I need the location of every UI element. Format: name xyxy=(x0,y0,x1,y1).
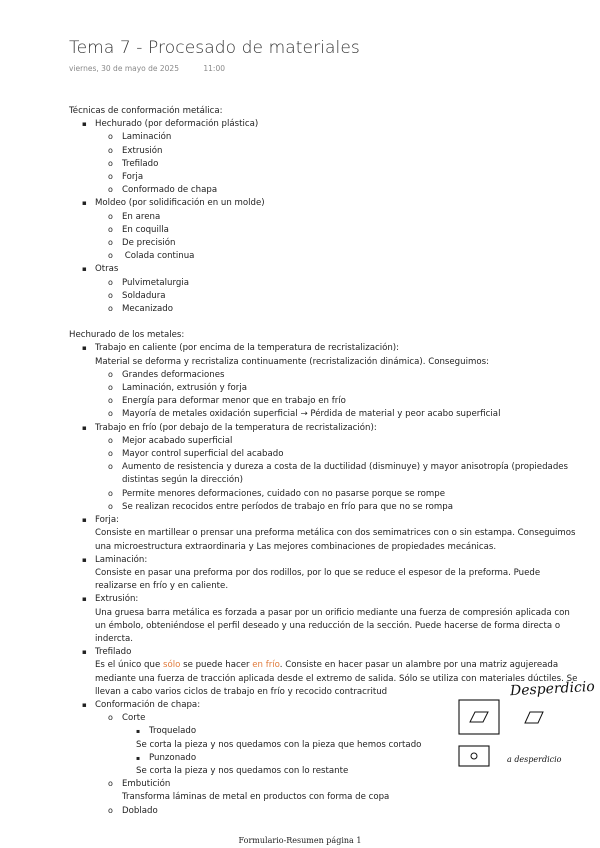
list-item: o Forja xyxy=(95,171,579,184)
sketch-piece xyxy=(525,712,543,723)
list-item xyxy=(69,197,579,263)
list-item: o En coquilla xyxy=(95,224,579,237)
list-item: o Laminación, extrusión y forja xyxy=(95,382,579,395)
list-item-desc: Transforma láminas de metal en productos con forma de copa xyxy=(122,792,390,803)
list-item-label: Otras xyxy=(95,264,119,275)
list-item-label: Hechurado (por deformación plástica) xyxy=(95,119,259,130)
list-item: o Energía para deformar menor que en trabajo en frío xyxy=(95,395,579,408)
highlight-text: en frío xyxy=(252,660,280,671)
list-item xyxy=(69,554,579,594)
list-item: o Mayor control superficial del acabado xyxy=(95,448,579,461)
list-item-desc: Material se deforma y recristaliza continuamente (recristalización dinámica). Conseguimos: xyxy=(95,356,489,367)
list-item-label: Punzonado xyxy=(149,752,197,763)
list-item-desc: Consiste en martillear o prensar una preforma metálica con dos semimatrices con o sin estampa. Conseguimos una microestructura extraordinaria y Las mejores combinaciones de propiedades mecánicas. xyxy=(95,528,576,552)
list-item-label: Trabajo en caliente (por encima de la temperatura de recristalización): xyxy=(95,343,400,354)
page-time: 11:00 xyxy=(203,64,225,73)
list-item: o Grandes deformaciones xyxy=(95,369,579,382)
list-item-label: Trefilado xyxy=(95,647,132,658)
list-item: o Aumento de resistencia y dureza a costa de la ductilidad (disminuye) y mayor anisotropía (propiedades distintas según la dirección) xyxy=(95,461,579,487)
list-item: o Pulvimetalurgia xyxy=(95,277,579,290)
list-item-label: Corte xyxy=(122,713,146,724)
list-item: o Colada continua xyxy=(95,250,579,263)
sketch-small-square xyxy=(459,746,489,766)
list-item xyxy=(69,422,579,514)
list-item: o Mejor acabado superficial xyxy=(95,435,579,448)
sketch-square xyxy=(459,700,499,734)
list-item-desc: Se corta la pieza y nos quedamos con lo restante xyxy=(136,765,349,776)
list-item-label: Conformación de chapa: xyxy=(95,699,201,710)
list-item: o De precisión xyxy=(95,237,579,250)
list-item: o En arena xyxy=(95,211,579,224)
list-item xyxy=(69,514,579,554)
list-item: o Laminación xyxy=(95,131,579,144)
list-item xyxy=(69,263,579,316)
list-item: o Mecanizado xyxy=(95,303,579,316)
list-item-label: Troquelado xyxy=(149,726,197,737)
list-item: o Mayoría de metales oxidación superficial → Pérdida de material y peor acabo superficial xyxy=(95,408,579,421)
list-item-desc: Una gruesa barra metálica es forzada a pasar por un orificio mediante una fuerza de compresión aplicada con un émbolo, obteniéndose el perfil deseado y una reducción de la sección. Puede hacerse de forma directa o indercta. xyxy=(95,607,570,644)
list-item xyxy=(69,342,579,421)
list-item-label: Embutición xyxy=(122,779,171,790)
section2-heading: Hechurado de los metales: xyxy=(69,330,185,341)
page-footer: Formulario-Resumen página 1 xyxy=(238,836,362,845)
sketch-cut-piece xyxy=(470,712,488,722)
section1-list xyxy=(69,118,579,316)
list-item-desc: Consiste en pasar una preforma por dos rodillos, por lo que se reduce el espesor de la preforma. Puede realizarse en frío y en caliente. xyxy=(95,567,541,592)
sketch-label-desperdicio: Desperdicio xyxy=(509,678,595,700)
page-title: Tema 7 - Procesado de materiales xyxy=(69,38,360,58)
list-item: o Permite menores deformaciones, cuidado con no pasarse porque se rompe xyxy=(95,488,579,501)
list-item: o Doblado xyxy=(95,805,579,818)
list-item: o Extrusión xyxy=(95,145,579,158)
list-item-label: Trabajo en frío (por debajo de la temperatura de recristalización): xyxy=(95,422,377,433)
page-date: viernes, 30 de mayo de 2025 xyxy=(69,64,179,73)
list-item: o Soldadura xyxy=(95,290,579,303)
list-item-desc: Es el único que sólo se puede hacer en frío. Consiste en hacer pasar un alambre por una matriz agujereada mediante una fuerza de tracción aplicada desde el extremo de salida. Sólo se utiliza con materiales dúctiles. Se llevan a cabo varios ciclos de trabajo en frío y recocido contracritud xyxy=(95,660,578,697)
list-item-label: Moldeo (por solidificación en un molde) xyxy=(95,198,265,209)
sketch-hole xyxy=(471,753,477,759)
list-item xyxy=(95,778,579,804)
highlight-text: sólo xyxy=(162,660,181,671)
list-item xyxy=(69,593,579,646)
list-item: o Conformado de chapa xyxy=(95,184,579,197)
section1-heading: Técnicas de conformación metálica: xyxy=(69,106,223,116)
list-item-label: Laminación: xyxy=(95,554,148,565)
list-item-label: Forja: xyxy=(95,515,119,526)
list-item-label: Extrusión: xyxy=(95,594,139,605)
handwritten-sketch xyxy=(455,676,595,776)
list-item: o Se realizan recocidos entre períodos de trabajo en frío para que no se rompa xyxy=(95,501,579,514)
list-item: o Trefilado xyxy=(95,158,579,171)
page-meta xyxy=(69,64,225,73)
list-item xyxy=(69,118,579,197)
sketch-label-desperdicio-2: a desperdicio xyxy=(507,755,562,764)
list-item-desc: Se corta la pieza y nos quedamos con la pieza que hemos cortado xyxy=(136,739,422,750)
